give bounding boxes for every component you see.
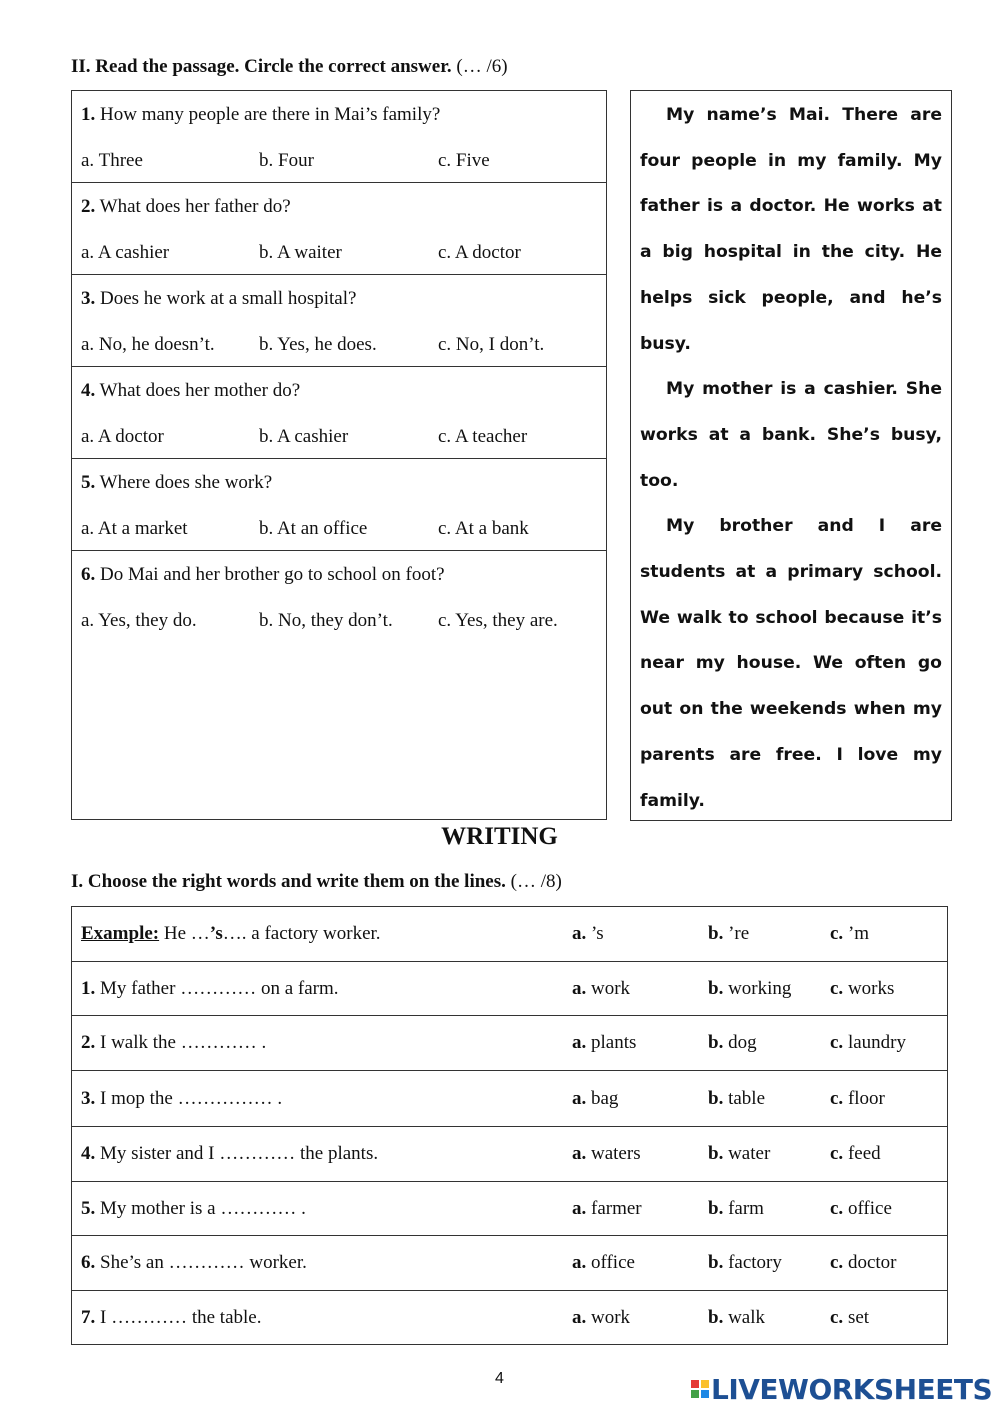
question-2 bbox=[72, 183, 606, 275]
row-number: 7. bbox=[81, 1306, 96, 1328]
option-a[interactable]: a. No, he doesn’t. bbox=[81, 334, 215, 355]
question-text: What does her father do? bbox=[99, 196, 291, 217]
option-letter-c: c. bbox=[830, 1306, 844, 1328]
reading-passage bbox=[630, 90, 952, 821]
option-letter-a: a. bbox=[572, 1197, 587, 1219]
option-a[interactable]: a. At a market bbox=[81, 518, 188, 539]
logo-square-red bbox=[691, 1380, 699, 1388]
option-letter-c: c. bbox=[830, 923, 844, 944]
writing-row-4 bbox=[72, 1127, 947, 1182]
option-letter-b: b. bbox=[708, 977, 724, 999]
option-b[interactable]: table bbox=[723, 1087, 766, 1109]
reading-heading bbox=[71, 56, 508, 78]
question-3 bbox=[72, 275, 606, 367]
option-letter-a: a. bbox=[572, 1252, 587, 1273]
option-c: ’m bbox=[843, 923, 870, 944]
option-b[interactable]: b. Four bbox=[259, 150, 314, 171]
writing-heading-text: I. Choose the right words and write them on the lines. bbox=[71, 871, 506, 892]
writing-row-7 bbox=[72, 1291, 947, 1344]
row-number: 2. bbox=[81, 1032, 96, 1053]
question-text: How many people are there in Mai’s family? bbox=[100, 104, 441, 125]
writing-heading bbox=[71, 871, 562, 893]
option-a[interactable]: work bbox=[586, 1306, 631, 1328]
option-c[interactable]: laundry bbox=[843, 1032, 906, 1053]
question-text: Does he work at a small hospital? bbox=[100, 288, 357, 309]
option-a[interactable]: waters bbox=[586, 1143, 641, 1164]
row-sentence[interactable]: She’s an ………… worker. bbox=[95, 1252, 307, 1273]
option-b[interactable]: water bbox=[723, 1143, 771, 1164]
option-letter-c: c. bbox=[830, 1032, 844, 1053]
option-b[interactable]: b. A cashier bbox=[259, 426, 349, 447]
option-letter-b: b. bbox=[708, 1306, 724, 1328]
option-letter-a: a. bbox=[572, 1143, 587, 1164]
option-letter-c: c. bbox=[830, 977, 844, 999]
question-text: What does her mother do? bbox=[99, 380, 301, 401]
option-b[interactable]: b. A waiter bbox=[259, 242, 342, 263]
question-5 bbox=[72, 459, 606, 551]
row-number: 6. bbox=[81, 1252, 96, 1273]
example-text-pre: He … bbox=[159, 923, 210, 944]
writing-table bbox=[71, 906, 948, 1345]
option-c[interactable]: c. A doctor bbox=[438, 242, 521, 263]
row-number: 5. bbox=[81, 1197, 96, 1219]
option-b[interactable]: b. At an office bbox=[259, 518, 368, 539]
liveworksheets-logo[interactable] bbox=[691, 1373, 992, 1405]
option-a[interactable]: a. A doctor bbox=[81, 426, 164, 447]
passage-paragraph-1: My name’s Mai. There are four people in my family. My father is a doctor. He works at a big hospital in the city. He helps sick people, and he’s busy. bbox=[640, 105, 942, 354]
example-answer: ’s bbox=[209, 923, 223, 944]
question-number: 4. bbox=[81, 380, 96, 401]
question-number: 3. bbox=[81, 288, 96, 309]
reading-heading-text: II. Read the passage. Circle the correct answer. bbox=[71, 56, 452, 77]
option-c[interactable]: feed bbox=[843, 1143, 881, 1164]
question-1 bbox=[72, 91, 606, 183]
option-c[interactable]: c. Yes, they are. bbox=[438, 610, 558, 631]
option-b[interactable]: walk bbox=[723, 1306, 766, 1328]
option-letter-b: b. bbox=[708, 1143, 724, 1164]
row-sentence[interactable]: My mother is a ………… . bbox=[95, 1197, 306, 1219]
row-sentence[interactable]: I ………… the table. bbox=[95, 1306, 262, 1328]
option-a[interactable]: work bbox=[586, 977, 631, 999]
reading-score: (… /6) bbox=[456, 56, 508, 77]
option-c[interactable]: c. At a bank bbox=[438, 518, 529, 539]
writing-score: (… /8) bbox=[510, 871, 562, 892]
logo-text: LIVEWORKSHEETS bbox=[711, 1372, 993, 1406]
option-c[interactable]: floor bbox=[843, 1087, 885, 1109]
option-b[interactable]: b. No, they don’t. bbox=[259, 610, 393, 631]
option-a[interactable]: a. Three bbox=[81, 150, 143, 171]
passage-paragraph-2: My mother is a cashier. She works at a bank. She’s busy, too. bbox=[640, 379, 942, 491]
logo-square-yellow bbox=[701, 1380, 709, 1388]
row-number: 4. bbox=[81, 1143, 96, 1164]
question-number: 5. bbox=[81, 472, 96, 493]
logo-square-green bbox=[691, 1390, 699, 1398]
passage-paragraph-3: My brother and I are students at a primary school. We walk to school because it’s near my house. We often go out on the weekends when my parents are free. I love my family. bbox=[640, 516, 942, 811]
row-sentence[interactable]: I mop the …………… . bbox=[95, 1087, 283, 1109]
option-letter-c: c. bbox=[830, 1197, 844, 1219]
option-c[interactable]: c. Five bbox=[438, 150, 490, 171]
option-a[interactable]: plants bbox=[586, 1032, 637, 1053]
question-number: 1. bbox=[81, 104, 96, 125]
option-letter-a: a. bbox=[572, 1032, 587, 1053]
questions-box bbox=[71, 90, 607, 820]
row-sentence[interactable]: I walk the ………… . bbox=[95, 1032, 267, 1053]
option-b[interactable]: b. Yes, he does. bbox=[259, 334, 377, 355]
example-row bbox=[72, 907, 947, 962]
row-sentence[interactable]: My sister and I ………… the plants. bbox=[95, 1143, 379, 1164]
option-b[interactable]: working bbox=[723, 977, 792, 999]
writing-row-3 bbox=[72, 1071, 947, 1127]
option-c[interactable]: c. A teacher bbox=[438, 426, 528, 447]
option-c[interactable]: works bbox=[843, 977, 895, 999]
option-b: ’re bbox=[723, 923, 750, 944]
option-c[interactable]: set bbox=[843, 1306, 870, 1328]
writing-row-1 bbox=[72, 962, 947, 1016]
option-a[interactable]: bag bbox=[586, 1087, 619, 1109]
question-4 bbox=[72, 367, 606, 459]
option-letter-a: a. bbox=[572, 977, 587, 999]
option-a[interactable]: a. A cashier bbox=[81, 242, 170, 263]
question-number: 6. bbox=[81, 564, 96, 585]
writing-row-5 bbox=[72, 1182, 947, 1236]
example-label: Example: bbox=[81, 923, 160, 944]
option-letter-b: b. bbox=[708, 1197, 724, 1219]
option-b[interactable]: dog bbox=[723, 1032, 757, 1053]
row-sentence[interactable]: My father ………… on a farm. bbox=[95, 977, 339, 999]
option-letter-b: b. bbox=[708, 1032, 724, 1053]
option-b[interactable]: farm bbox=[723, 1197, 764, 1219]
option-c[interactable]: c. No, I don’t. bbox=[438, 334, 545, 355]
option-letter-b: b. bbox=[708, 923, 724, 944]
question-6 bbox=[72, 551, 606, 819]
option-a[interactable]: office bbox=[586, 1252, 635, 1273]
option-b[interactable]: factory bbox=[723, 1252, 782, 1273]
row-number: 3. bbox=[81, 1087, 96, 1109]
writing-row-2 bbox=[72, 1016, 947, 1071]
option-letter-c: c. bbox=[830, 1252, 844, 1273]
logo-mark-icon bbox=[691, 1380, 709, 1398]
option-a[interactable]: a. Yes, they do. bbox=[81, 610, 197, 631]
page-number: 4 bbox=[495, 1370, 504, 1387]
option-letter-c: c. bbox=[830, 1087, 844, 1109]
question-text: Do Mai and her brother go to school on foot? bbox=[100, 564, 445, 585]
option-letter-c: c. bbox=[830, 1143, 844, 1164]
logo-square-blue bbox=[701, 1390, 709, 1398]
writing-row-6 bbox=[72, 1236, 947, 1291]
question-number: 2. bbox=[81, 196, 96, 217]
question-text: Where does she work? bbox=[99, 472, 273, 493]
option-letter-b: b. bbox=[708, 1087, 724, 1109]
option-letter-a: a. bbox=[572, 923, 587, 944]
writing-title: WRITING bbox=[441, 823, 558, 850]
option-letter-a: a. bbox=[572, 1306, 587, 1328]
option-a: ’s bbox=[586, 923, 604, 944]
option-a[interactable]: farmer bbox=[586, 1197, 642, 1219]
example-text-post: …. a factory worker. bbox=[222, 923, 381, 944]
option-c[interactable]: doctor bbox=[843, 1252, 897, 1273]
row-number: 1. bbox=[81, 977, 96, 999]
option-c[interactable]: office bbox=[843, 1197, 892, 1219]
option-letter-b: b. bbox=[708, 1252, 724, 1273]
option-letter-a: a. bbox=[572, 1087, 587, 1109]
